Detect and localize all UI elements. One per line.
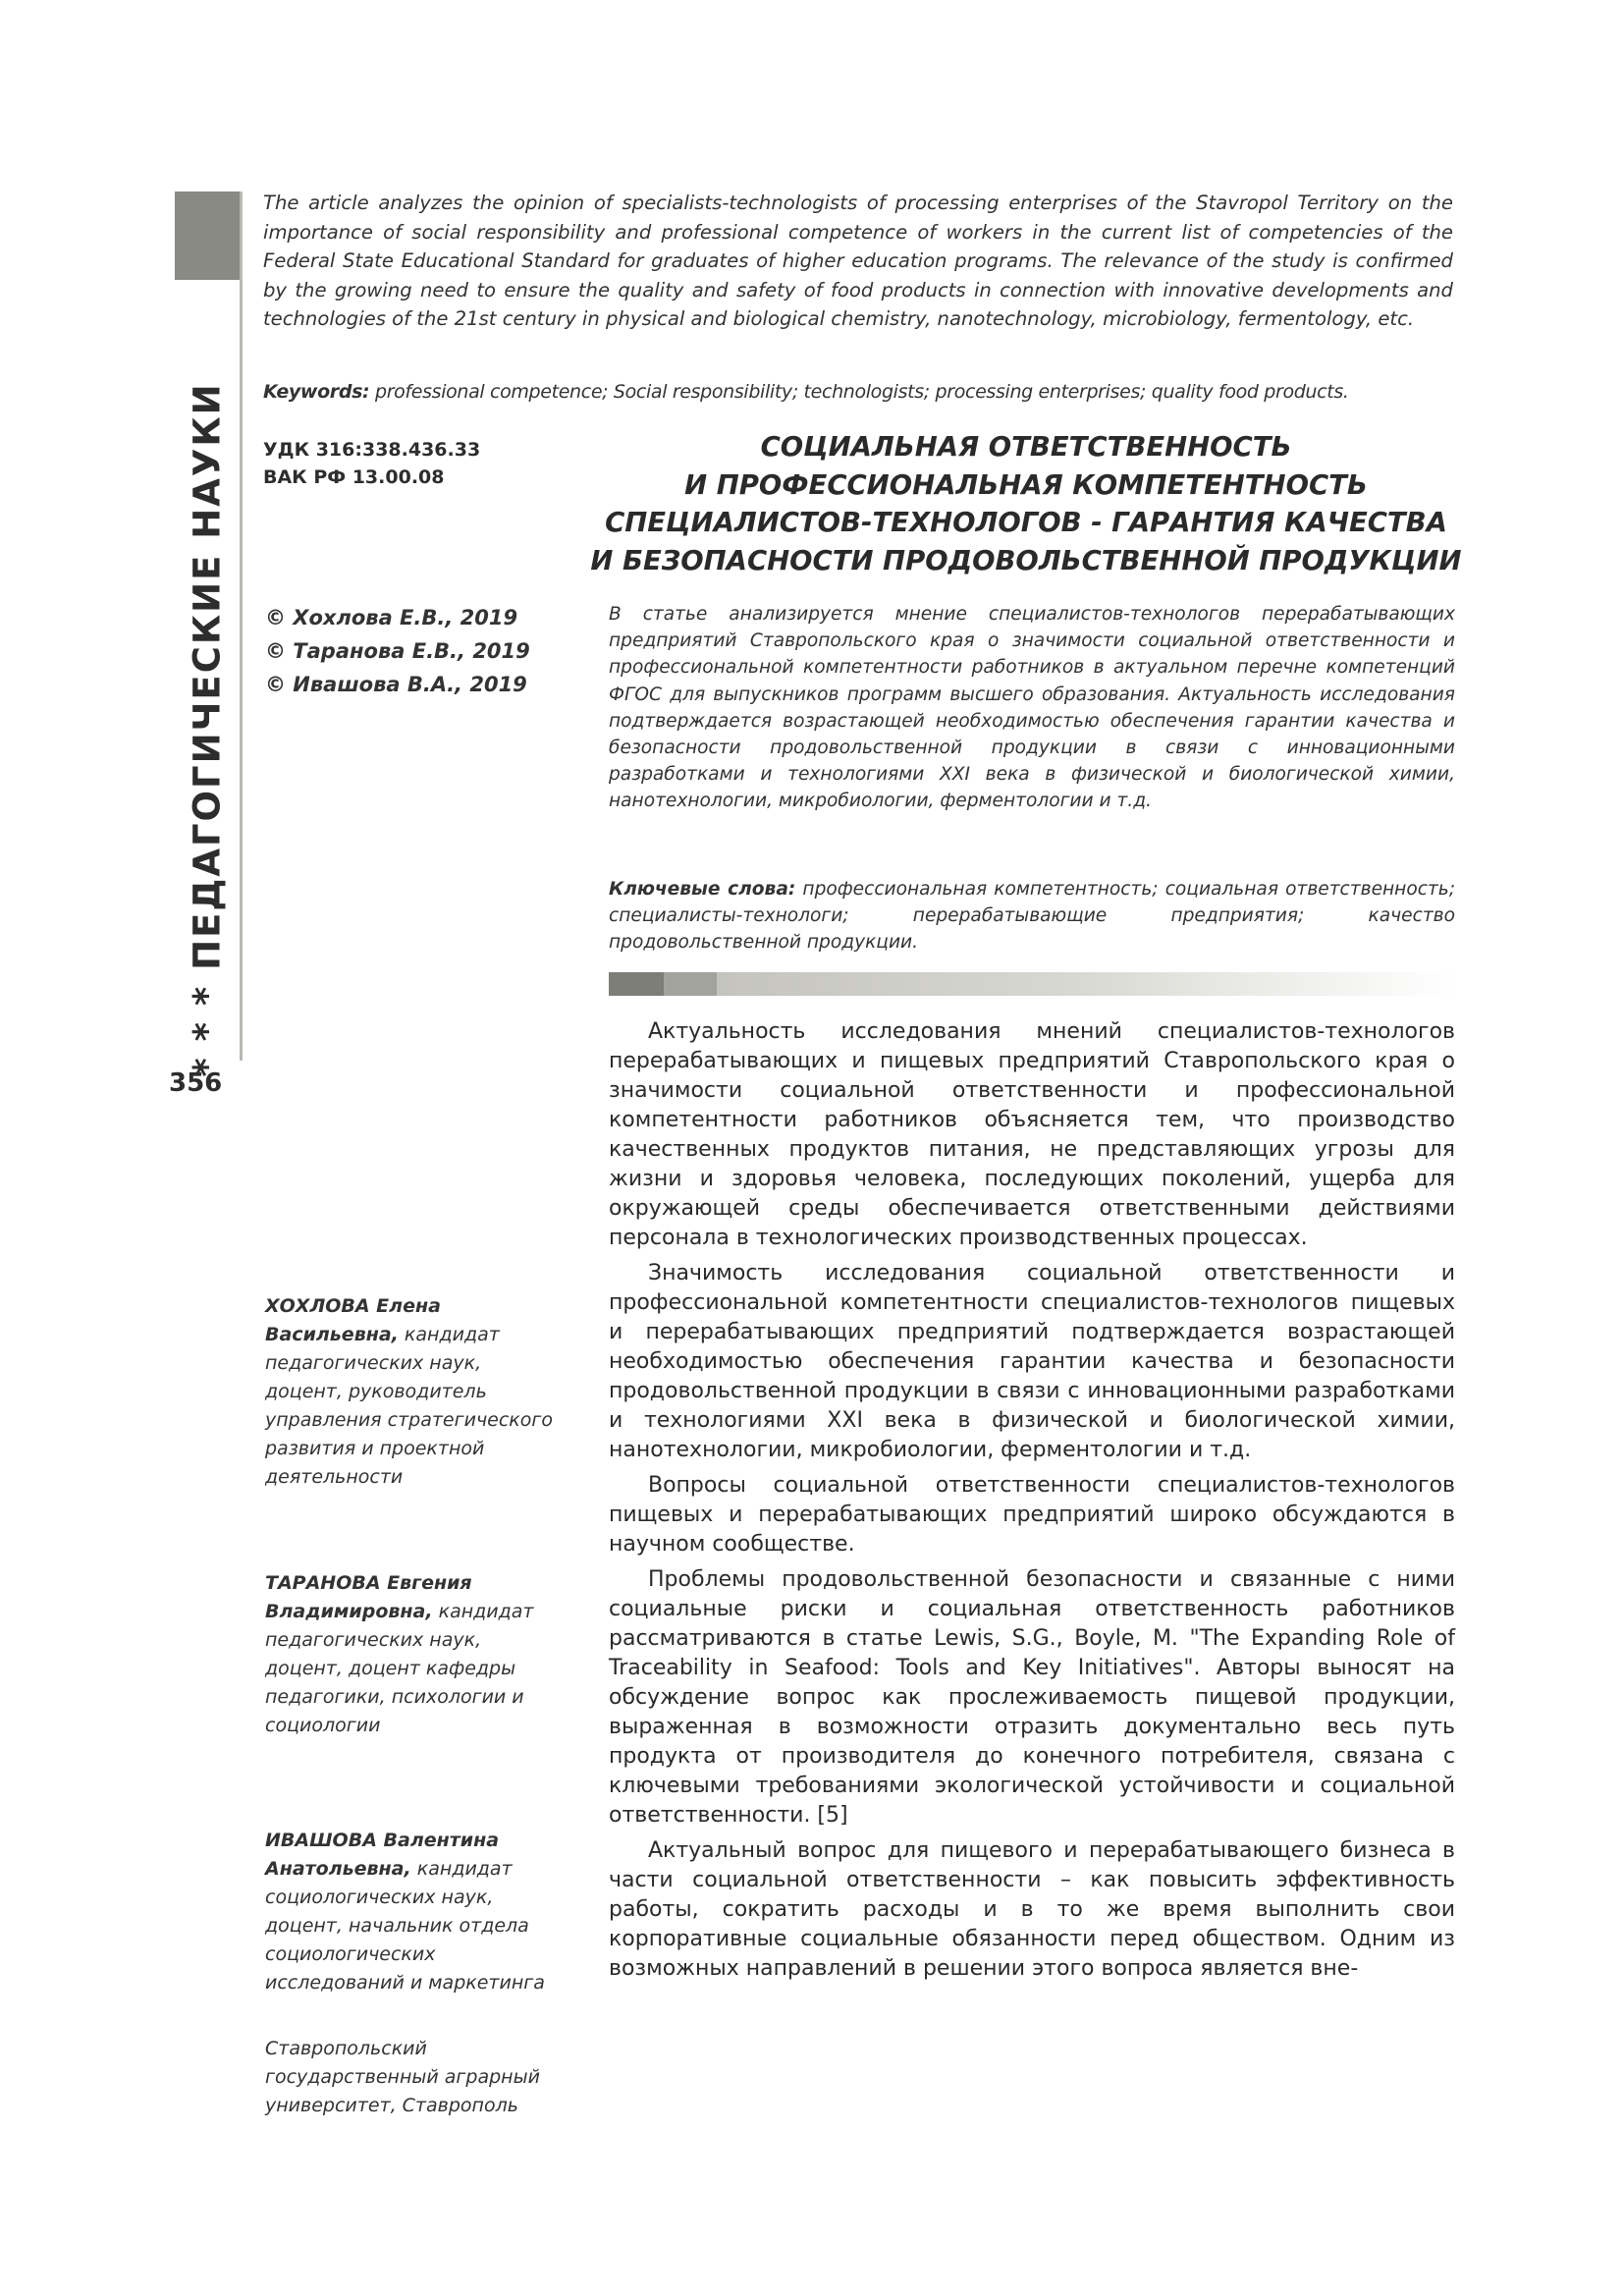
classification-codes	[263, 436, 480, 491]
russian-keywords-label: Ключевые слова:	[609, 879, 796, 900]
body-paragraph: Актуальность исследования мнений специалистов-технологов перерабатывающих и пищевых предприятий Ставропольского края о значимости социальной ответственности и профессиональной компетентности работников объясняется тем, что производство качественных продуктов питания, не представляющих угрозы для жизни и здоровья человека, последующих поколений, ущерба для окружающей среды обеспечивается ответственными действиями персонала в технологических производственных процессах.	[609, 1019, 1455, 1250]
body-paragraph: Значимость исследования социальной ответственности и профессиональной компетентности специалистов-технологов пищевых и перерабатывающих предприятий подтверждается возрастающей необходимостью обеспечения гарантии качества и безопасности продовольственной продукции в связи с инновационными разработками и технологиями XXI века в физической и биологической химии, нанотехнологии, микробиологии, ферментологии и т.д.	[609, 1261, 1455, 1462]
author-info	[265, 1827, 560, 1997]
body-paragraph: Вопросы социальной ответственности специалистов-технологов пищевых и перерабатывающих предприятий широко обсуждаются в научном сообществе.	[609, 1473, 1455, 1557]
english-keywords-label: Keywords:	[263, 381, 370, 403]
section-divider	[609, 972, 1455, 996]
author-name: ТАРАНОВА Евгения Владимировна,	[265, 1572, 472, 1622]
copyright-list	[265, 601, 530, 701]
russian-keywords	[609, 876, 1455, 957]
article-title-line: СПЕЦИАЛИСТОВ-ТЕХНОЛОГОВ - ГАРАНТИЯ КАЧЕСТВА	[605, 507, 1447, 538]
article-title-line: И ПРОФЕССИОНАЛЬНАЯ КОМПЕТЕНТНОСТЬ	[684, 468, 1368, 501]
author-name: ХОХЛОВА Елена Васильевна,	[265, 1295, 441, 1345]
section-band-block	[175, 191, 240, 280]
author-details: кандидат педагогических наук, доцент, доцент кафедры педагогики, психологии и социологии	[265, 1601, 534, 1736]
author-info	[265, 1569, 560, 1740]
english-abstract: The article analyzes the opinion of specialists-technologists of processing enterprises of the Stavropol Territory on the importance of social responsibility and professional competence of workers in the current list of competencies of the Federal State Educational Standard for graduates of higher education programs. The relevance of the study is confirmed by the growing need to ensure the quality and safety of food products in connection with innovative developments and technologies of the 21st century in physical and biological chemistry, nanotechnology, microbiology, fermentology, etc.	[263, 191, 1453, 330]
article-title-line: СОЦИАЛЬНАЯ ОТВЕТСТВЕННОСТЬ	[760, 431, 1292, 463]
affiliation: Ставропольский государственный аграрный университет, Ставрополь	[265, 2038, 540, 2116]
russian-keywords-text: профессиональная компетентность; социальная ответственность; специалисты-технологи; перерабатывающие предприятия; качество продовольственной продукции.	[609, 879, 1455, 954]
author-details: кандидат педагогических наук, доцент, руководитель управления стратегического развития и проектной деятельности	[265, 1324, 554, 1488]
body-paragraph: Проблемы продовольственной безопасности и связанные с ними социальные риски и социальная ответственность работников рассматриваются в статье Lewis, S.G., Boyle, M. "The Expanding Role of Traceability in Seafood: Tools and Key Initiatives". Авторы выносят на обсуждение вопрос как прослеживаемость пищевой продукции, выраженная в возможности отразить документально весь путь продукта от производителя до конечного потребителя, связана с ключевыми требованиями экологической устойчивости и социальной ответственности. [5]	[609, 1567, 1455, 1828]
article-title-line: И БЕЗОПАСНОСТИ ПРОДОВОЛЬСТВЕННОЙ ПРОДУКЦИИ	[590, 544, 1462, 576]
copyright-line: © Хохлова Е.В., 2019	[265, 606, 518, 629]
vak-code: ВАК РФ 13.00.08	[263, 466, 445, 488]
author-details: кандидат социологических наук, доцент, начальник отдела социологических исследований и маркетинга	[265, 1858, 545, 1994]
author-info	[265, 1292, 560, 1492]
russian-abstract: В статье анализируется мнение специалистов-технологов перерабатывающих предприятий Ставропольского края о значимости социальной ответственности и профессиональной компетентности работников в актуальном перечне компетенций ФГОС для выпускников программ высшего образования. Актуальность исследования подтверждается возрастающей необходимостью обеспечения гарантии качества и безопасности продовольственной продукции в связи с инновационными разработками и технологиями XXI века в физической и биологической химии, нанотехнологии, микробиологии, ферментологии и т.д.	[609, 604, 1455, 812]
english-keywords-text: professional competence; Social responsibility; technologists; processing enterprises; quality food products.	[369, 381, 1349, 403]
author-name: ИВАШОВА Валентина Анатольевна,	[265, 1830, 500, 1880]
section-band-line	[240, 191, 243, 1061]
page-number: 356	[169, 1068, 223, 1098]
section-title-text: * * * ПЕДАГОГИЧЕСКИЕ НАУКИ	[186, 381, 229, 1077]
copyright-line: © Таранова Е.В., 2019	[265, 639, 530, 663]
english-keywords	[263, 379, 1453, 405]
article-title	[589, 428, 1463, 579]
section-title	[175, 381, 240, 1077]
udk-code: УДК 316:338.436.33	[263, 439, 481, 461]
copyright-line: © Ивашова В.А., 2019	[265, 673, 527, 696]
body-paragraph: Актуальный вопрос для пищевого и перерабатывающего бизнеса в части социальной ответственности – как повысить эффективность работы, сократить расходы и в то же время выполнить свои корпоративные социальные обязанности перед обществом. Одним из возможных направлений в решении этого вопроса является вне-	[609, 1838, 1455, 1981]
article-body	[609, 1017, 1455, 1984]
